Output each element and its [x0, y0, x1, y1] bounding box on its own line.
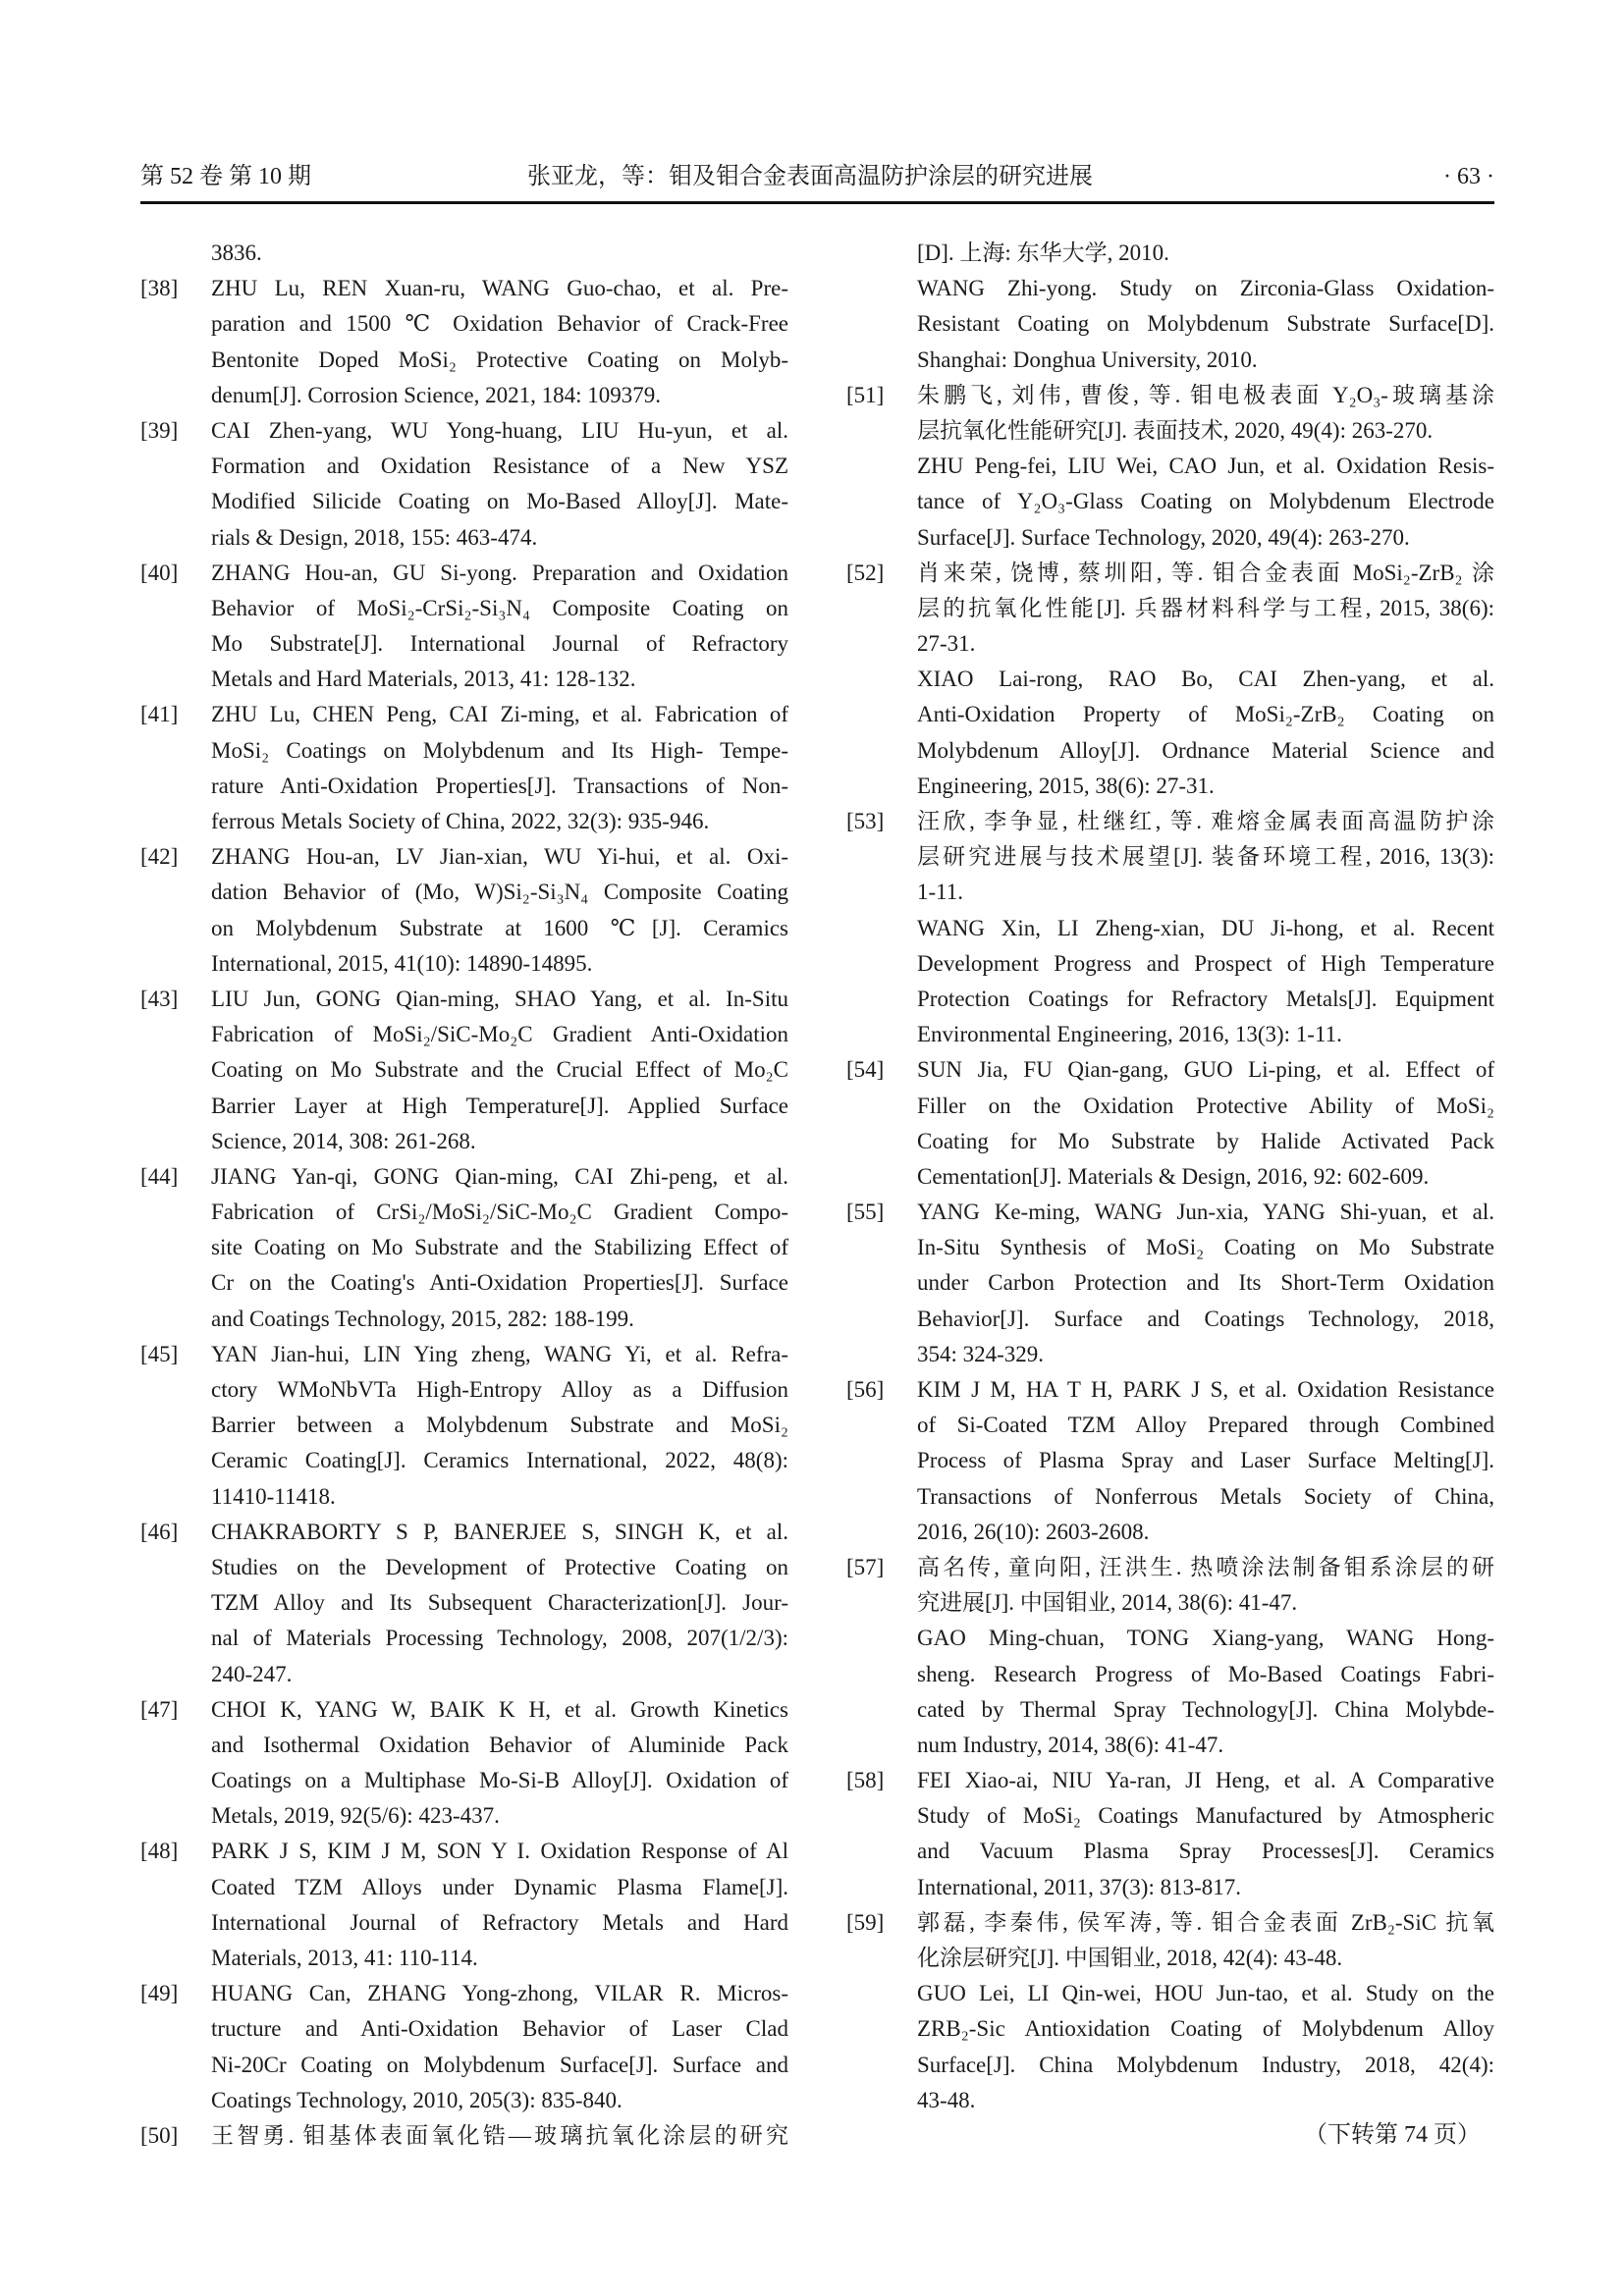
reference-line: CHOI K, YANG W, BAIK K H, et al. Growth Kinetics [211, 1696, 788, 1722]
reference-line: Modified Silicide Coating on Mo-Based Alloy[J]. Mate- [211, 489, 788, 514]
reference-line: GUO Lei, LI Qin-wei, HOU Jun-tao, et al. Study on the [917, 1981, 1494, 2006]
reference-line: Cementation[J]. Materials & Design, 2016, 92: 602-609. [917, 1163, 1430, 1189]
reference-number: [42] [140, 844, 179, 870]
reference-line: ZHANG Hou-an, GU Si-yong. Preparation and Oxidation [211, 560, 788, 585]
reference-column-left [140, 236, 835, 2154]
reference-line: ZHANG Hou-an, LV Jian-xian, WU Yi-hui, et al. Oxi- [211, 844, 788, 870]
reference-entry [140, 556, 835, 698]
reference-number: [54] [846, 1057, 885, 1083]
reference-number: [45] [140, 1341, 179, 1366]
reference-number: [43] [140, 986, 179, 1011]
reference-line: of Si-Coated TZM Alloy Prepared through Combined [917, 1413, 1494, 1438]
reference-entry [140, 982, 835, 1159]
reference-line: Studies on the Development of Protective Coating on [211, 1554, 788, 1579]
reference-entry [846, 804, 1541, 1052]
reference-entry [846, 1372, 1541, 1550]
reference-line: on Molybdenum Substrate at 1600 ℃[J]. Ceramics [211, 915, 788, 940]
reference-line: tance of Y₂O₃-Glass Coating on Molybdenum Electrode [917, 489, 1494, 514]
reference-line: XIAO Lai-rong, RAO Bo, CAI Zhen-yang, et al. [917, 667, 1494, 692]
reference-line: Formation and Oxidation Resistance of a New YSZ [211, 454, 788, 479]
reference-number: [49] [140, 1981, 179, 2006]
reference-line: Cr on the Coating's Anti-Oxidation Properties[J]. Surface [211, 1270, 788, 1296]
reference-line: Resistant Coating on Molybdenum Substrate Surface[D]. [917, 311, 1494, 337]
reference-number: [57] [846, 1554, 885, 1579]
reference-line: nal of Materials Processing Technology, 2008, 207(1/2/3): [211, 1626, 788, 1651]
reference-line: WANG Zhi-yong. Study on Zirconia-Glass Oxidation- [917, 276, 1494, 301]
reference-number: [59] [846, 1909, 885, 1935]
reference-number: [47] [140, 1696, 179, 1722]
reference-line: sheng. Research Progress of Mo-Based Coatings Fabri- [917, 1661, 1494, 1686]
reference-line: 43-48. [917, 2087, 976, 2112]
reference-line: Filler on the Oxidation Protective Ability of MoSi₂ [917, 1093, 1494, 1118]
continued-note: （下转第 74 页） [1304, 2122, 1481, 2148]
reference-line: 化涂层研究[J]. 中国钼业, 2018, 42(4): 43-48. [917, 1946, 1343, 1970]
reference-line: cated by Thermal Spray Technology[J]. China Molybde- [917, 1696, 1494, 1722]
reference-line: YAN Jian-hui, LIN Ying zheng, WANG Yi, et al. Refra- [211, 1341, 788, 1366]
reference-line: Molybdenum Alloy[J]. Ordnance Material Science and [917, 737, 1494, 763]
reference-line: ZHU Lu, REN Xuan-ru, WANG Guo-chao, et al. Pre- [211, 276, 788, 301]
reference-number: [52] [846, 560, 885, 585]
reference-line: Metals and Hard Materials, 2013, 41: 128-132. [211, 667, 636, 692]
reference-line: 354: 324-329. [917, 1341, 1045, 1366]
reference-line: Coating for Mo Substrate by Halide Activated Pack [917, 1128, 1494, 1153]
reference-entry [846, 378, 1541, 556]
reference-line: Coating on Mo Substrate and the Crucial Effect of Mo₂C [211, 1057, 788, 1083]
reference-line: Surface[J]. Surface Technology, 2020, 49(4): 263-270. [917, 524, 1410, 550]
reference-line: 240-247. [211, 1661, 293, 1686]
reference-line: 层的抗氧化性能[J]. 兵器材料科学与工程, 2015, 38(6): [917, 595, 1494, 620]
reference-line: Development Progress and Prospect of High Temperature [917, 950, 1494, 976]
reference-entry [140, 271, 835, 413]
reference-entry [846, 1763, 1541, 1905]
reference-line: ZHU Lu, CHEN Peng, CAI Zi-ming, et al. Fabrication of [211, 702, 788, 727]
reference-entry [140, 1692, 835, 1835]
reference-line: 层抗氧化性能研究[J]. 表面技术, 2020, 49(4): 263-270. [917, 417, 1434, 443]
reference-line: Process of Plasma Spray and Laser Surface Melting[J]. [917, 1448, 1494, 1473]
reference-line: KIM J M, HA T H, PARK J S, et al. Oxidation Resistance [917, 1377, 1494, 1402]
reference-line: SUN Jia, FU Qian-gang, GUO Li-ping, et al. Effect of [917, 1057, 1494, 1083]
reference-line: 27-31. [917, 631, 976, 657]
reference-entry [140, 1159, 835, 1337]
reference-number: [53] [846, 809, 885, 833]
reference-entry [140, 839, 835, 982]
reference-line: Ceramic Coating[J]. Ceramics International, 2022, 48(8): [211, 1448, 788, 1473]
reference-entry [140, 1337, 835, 1515]
reference-column-right [846, 236, 1541, 2118]
reference-entry [846, 236, 1541, 378]
reference-number: [51] [846, 382, 885, 407]
reference-line: 1-11. [917, 880, 964, 905]
reference-line: under Carbon Protection and Its Short-Term Oxidation [917, 1270, 1494, 1296]
reference-line: 2016, 26(10): 2603-2608. [917, 1519, 1150, 1544]
reference-line: 肖来荣, 饶博, 蔡圳阳, 等. 钼合金表面 MoSi₂-ZrB₂ 涂 [917, 560, 1494, 585]
reference-entry [140, 413, 835, 556]
reference-line: Ni-20Cr Coating on Molybdenum Surface[J]. Surface and [211, 2052, 788, 2077]
reference-line: Metals, 2019, 92(5/6): 423-437. [211, 1803, 500, 1829]
reference-line: and Vacuum Plasma Spray Processes[J]. Ceramics [917, 1839, 1494, 1864]
reference-number: [40] [140, 560, 179, 585]
reference-line: International, 2015, 41(10): 14890-14895. [211, 950, 593, 976]
reference-entry [140, 236, 835, 271]
reference-line: FEI Xiao-ai, NIU Ya-ran, JI Heng, et al. A Comparative [917, 1768, 1494, 1793]
reference-line: Fabrication of CrSi₂/MoSi₂/SiC-Mo₂C Gradient Compo- [211, 1200, 788, 1225]
reference-line: CAI Zhen-yang, WU Yong-huang, LIU Hu-yun, et al. [211, 417, 788, 443]
reference-line: Protection Coatings for Refractory Metals[J]. Equipment [917, 986, 1494, 1011]
reference-line: 王智勇. 钼基体表面氧化锆—玻璃抗氧化涂层的研究 [211, 2122, 788, 2148]
reference-line: ZHU Peng-fei, LIU Wei, CAO Jun, et al. Oxidation Resis- [917, 454, 1494, 479]
reference-line: GAO Ming-chuan, TONG Xiang-yang, WANG Hong- [917, 1626, 1494, 1651]
reference-number: [56] [846, 1377, 885, 1402]
reference-line: 朱鹏飞, 刘伟, 曹俊, 等. 钼电极表面 Y₂O₃-玻璃基涂 [917, 382, 1494, 407]
reference-line: HUANG Can, ZHANG Yong-zhong, VILAR R. Micros- [211, 1981, 788, 2006]
reference-entry [846, 1550, 1541, 1763]
reference-line: site Coating on Mo Substrate and the Stabilizing Effect of [211, 1235, 788, 1260]
reference-number: [38] [140, 276, 179, 301]
reference-line: JIANG Yan-qi, GONG Qian-ming, CAI Zhi-peng, et al. [211, 1163, 788, 1189]
reference-line: Engineering, 2015, 38(6): 27-31. [917, 773, 1215, 798]
reference-line: In-Situ Synthesis of MoSi₂ Coating on Mo Substrate [917, 1235, 1494, 1260]
reference-entry [140, 1834, 835, 1976]
reference-line: Transactions of Nonferrous Metals Society of China, [917, 1483, 1494, 1509]
reference-line: YANG Ke-ming, WANG Jun-xia, YANG Shi-yuan, et al. [917, 1200, 1494, 1225]
reference-line: dation Behavior of (Mo, W)Si₂-Si₃N₄ Composite Coating [211, 880, 788, 905]
reference-number: [50] [140, 2122, 179, 2148]
reference-line: Science, 2014, 308: 261-268. [211, 1128, 476, 1153]
reference-line: Barrier between a Molybdenum Substrate and MoSi₂ [211, 1413, 788, 1438]
reference-number: [44] [140, 1163, 179, 1189]
reference-line: rials & Design, 2018, 155: 463-474. [211, 524, 538, 550]
reference-entry [140, 1515, 835, 1692]
reference-line: 3836. [211, 240, 262, 265]
reference-entry [846, 1195, 1541, 1372]
reference-line: and Coatings Technology, 2015, 282: 188-199. [211, 1306, 634, 1331]
reference-line: Coated TZM Alloys under Dynamic Plasma Flame[J]. [211, 1874, 788, 1899]
reference-number: [46] [140, 1519, 179, 1544]
reference-line: Fabrication of MoSi₂/SiC-Mo₂C Gradient Anti-Oxidation [211, 1022, 788, 1047]
reference-line: 高名传, 童向阳, 汪洪生. 热喷涂法制备钼系涂层的研 [917, 1554, 1494, 1579]
reference-line: denum[J]. Corrosion Science, 2021, 184: 109379. [211, 382, 662, 407]
reference-line: ZRB₂-Sic Antioxidation Coating of Molybdenum Alloy [917, 2016, 1494, 2042]
reference-entry [140, 1976, 835, 2118]
reference-line: Materials, 2013, 41: 110-114. [211, 1946, 478, 1970]
reference-entry [846, 1905, 1541, 2118]
reference-line: Behavior of MoSi₂-CrSi₂-Si₃N₄ Composite Coating on [211, 595, 788, 620]
reference-line: Behavior[J]. Surface and Coatings Technology, 2018, [917, 1306, 1494, 1331]
reference-number: [48] [140, 1839, 179, 1864]
reference-line: Anti-Oxidation Property of MoSi₂-ZrB₂ Coating on [917, 702, 1494, 727]
reference-line: Coatings on a Multiphase Mo-Si-B Alloy[J]. Oxidation of [211, 1768, 788, 1793]
reference-line: International, 2011, 37(3): 813-817. [917, 1874, 1242, 1899]
reference-line: MoSi₂ Coatings on Molybdenum and Its High- Tempe- [211, 737, 788, 763]
reference-line: paration and 1500 ℃ Oxidation Behavior of Crack-Free [211, 311, 788, 337]
reference-line: Environmental Engineering, 2016, 13(3): 1-11. [917, 1022, 1342, 1047]
reference-line: num Industry, 2014, 38(6): 41-47. [917, 1732, 1224, 1757]
reference-number: [39] [140, 417, 179, 443]
reference-line: 11410-11418. [211, 1483, 336, 1509]
reference-line: Surface[J]. China Molybdenum Industry, 2018, 42(4): [917, 2052, 1494, 2077]
reference-line: rature Anti-Oxidation Properties[J]. Transactions of Non- [211, 773, 788, 798]
reference-line: Coatings Technology, 2010, 205(3): 835-840. [211, 2087, 623, 2112]
reference-line: Shanghai: Donghua University, 2010. [917, 347, 1258, 372]
reference-line: tructure and Anti-Oxidation Behavior of Laser Clad [211, 2016, 788, 2042]
reference-line: PARK J S, KIM J M, SON Y I. Oxidation Response of Al [211, 1839, 788, 1864]
reference-line: [D]. 上海: 东华大学, 2010. [917, 240, 1169, 265]
reference-line: Study of MoSi₂ Coatings Manufactured by Atmospheric [917, 1803, 1494, 1829]
reference-line: CHAKRABORTY S P, BANERJEE S, SINGH K, et al. [211, 1519, 788, 1544]
running-title: 张亚龙，等：钼及钼合金表面高温防护涂层的研究进展 [527, 164, 1093, 189]
reference-entry [846, 556, 1541, 804]
reference-line: 层研究进展与技术展望[J]. 装备环境工程, 2016, 13(3): [917, 844, 1494, 870]
reference-line: ctory WMoNbVTa High-Entropy Alloy as a Diffusion [211, 1377, 788, 1402]
reference-line: International Journal of Refractory Metals and Hard [211, 1909, 788, 1935]
reference-entry [140, 697, 835, 839]
reference-number: [41] [140, 702, 179, 727]
journal-issue: 第 52 卷 第 10 期 [140, 164, 311, 189]
reference-line: 汪欣, 李争显, 杜继红, 等. 难熔金属表面高温防护涂 [917, 809, 1494, 833]
reference-line: LIU Jun, GONG Qian-ming, SHAO Yang, et al. In-Situ [211, 986, 788, 1011]
reference-line: WANG Xin, LI Zheng-xian, DU Ji-hong, et al. Recent [917, 915, 1494, 940]
reference-entry [140, 2118, 835, 2154]
reference-number: [55] [846, 1200, 885, 1225]
reference-line: ferrous Metals Society of China, 2022, 32(3): 935-946. [211, 809, 710, 833]
page-number: · 63 · [1443, 164, 1494, 189]
header-rule [140, 201, 1494, 204]
reference-line: Barrier Layer at High Temperature[J]. Applied Surface [211, 1093, 788, 1118]
reference-number: [58] [846, 1768, 885, 1793]
reference-line: Mo Substrate[J]. International Journal of Refractory [211, 631, 788, 657]
reference-line: 究进展[J]. 中国钼业, 2014, 38(6): 41-47. [917, 1590, 1298, 1616]
reference-entry [846, 1052, 1541, 1195]
reference-line: TZM Alloy and Its Subsequent Characterization[J]. Jour- [211, 1590, 788, 1616]
reference-line: Bentonite Doped MoSi₂ Protective Coating on Molyb- [211, 347, 788, 372]
reference-line: 郭磊, 李秦伟, 侯军涛, 等. 钼合金表面 ZrB₂-SiC 抗氧 [917, 1909, 1494, 1935]
reference-line: and Isothermal Oxidation Behavior of Aluminide Pack [211, 1732, 788, 1757]
